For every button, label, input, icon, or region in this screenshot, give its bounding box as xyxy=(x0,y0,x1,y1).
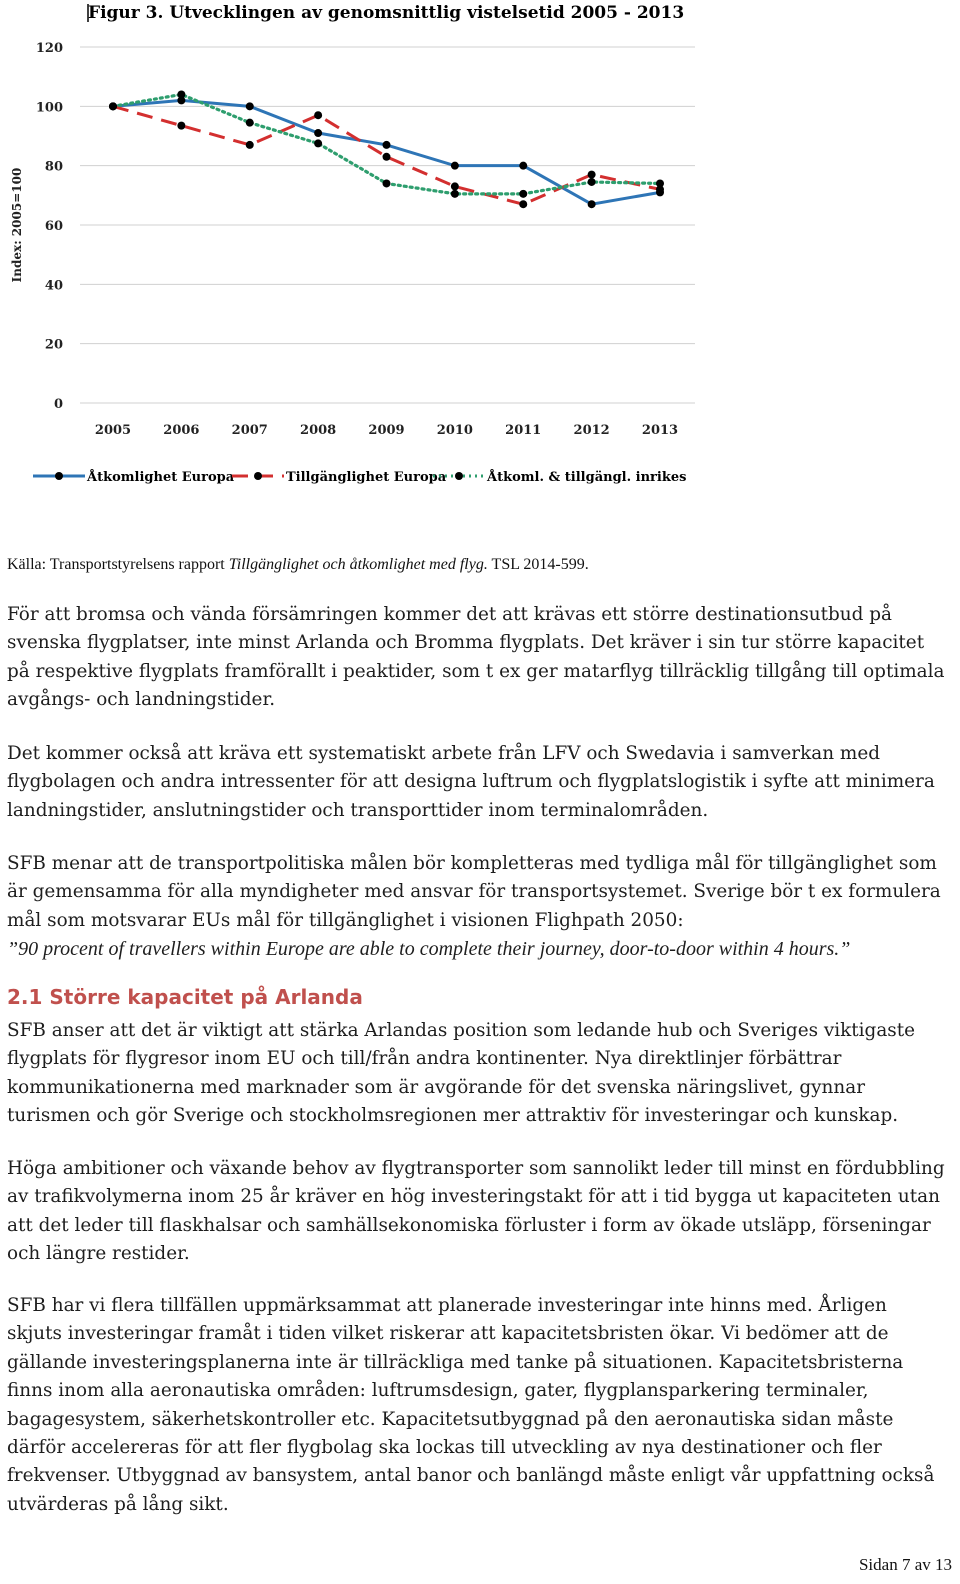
x-tick-labels xyxy=(95,423,678,438)
data-point xyxy=(656,179,664,187)
data-point xyxy=(519,162,527,170)
paragraph-2: Det kommer också att kräva ett systematiskt arbete från LFV och Swedavia i samverkan med flygbolagen och andra intressenter för att designa luftrum och flygplatslogistik i syfte att minimera landningstider, anslutningstider och transporttider inom terminalområden. xyxy=(7,743,935,821)
data-point xyxy=(588,178,596,186)
x-tick-label: 2008 xyxy=(300,423,337,438)
legend-label: Tillgänglighet Europa xyxy=(286,470,447,485)
x-tick-label: 2010 xyxy=(436,423,473,438)
legend-marker xyxy=(55,472,63,480)
data-point xyxy=(588,171,596,179)
data-point xyxy=(451,182,459,190)
data-point xyxy=(314,129,322,137)
y-tick-labels xyxy=(36,41,63,412)
source-suffix: TSL 2014-599. xyxy=(487,556,589,573)
chart-legend xyxy=(33,469,686,485)
data-point xyxy=(246,119,254,127)
chart-title: Figur 3. Utvecklingen av genomsnittlig vistelsetid 2005 - 2013 xyxy=(88,3,685,23)
data-point xyxy=(383,141,391,149)
page-number: Sidan 7 av 13 xyxy=(858,1555,952,1574)
data-point xyxy=(519,200,527,208)
paragraph-5: Höga ambitioner och växande behov av flygtransporter som sannolikt leder till minst en fördubbling av trafikvolymerna inom 25 år kräver en hög investeringstakt för att i tid bygga ut kapaciteten utan att det leder till flaskhalsar och samhällsekonomiska förluster i form av ökade utsläpp, förseningar och längre restider. xyxy=(7,1158,945,1265)
legend-marker xyxy=(455,472,463,480)
x-tick-label: 2005 xyxy=(94,423,132,438)
x-tick-label: 2006 xyxy=(163,423,200,438)
y-tick-label: 0 xyxy=(53,397,63,412)
paragraph-6: SFB har vi flera tillfällen uppmärksammat att planerade investeringar inte hinns med. Årligen skjuts investeringar framåt i tiden vilket riskerar att kapacitetsbristen ökar. Vi bedömer att de gällande investeringsplanerna inte är tillräckliga med tanke på situationen. Kapacitetsbristerna finns inom alla aeronautiska områden: luftrumsdesign, gater, flygplansparkering terminaler, bagagesystem, säkerhetskontroller etc. Kapacitetsutbyggnad på den aeronautiska sidan måste därför accelereras för att fler flygbolag ska lockas till utveckling av nya destinationer och fler frekvenser. Utbyggnad av bansystem, antal banor och banlängd måste enligt vår uppfattning också utvärderas på lång sikt. xyxy=(7,1295,935,1515)
x-tick-label: 2013 xyxy=(641,423,679,438)
y-axis-label: Index: 2005=100 xyxy=(10,167,24,283)
paragraph-4: SFB anser att det är viktigt att stärka Arlandas position som ledande hub och Sveriges viktigaste flygplats för flygresor inom EU och till/från andra kontinenter. Nya direktlinjer förbättrar kommunikationerna med marknader som är avgörande för det svenska näringslivet, gynnar turismen och gör Sverige och stockholmsregionen mer attraktiv för investeringar och kunskap. xyxy=(7,1020,916,1127)
source-title: Tillgänglighet och åtkomlighet med flyg. xyxy=(228,556,488,573)
paragraph-3-text: SFB menar att de transportpolitiska målen bör kompletteras med tydliga mål för tillgänglighet som är gemensamma för alla myndigheter med ansvar för transportsystemet. Sverige bör t ex formulera mål som motsvarar EUs mål för tillgänglighet i visionen Flighpath 2050: xyxy=(7,853,941,931)
data-point xyxy=(177,122,185,130)
data-point xyxy=(383,179,391,187)
legend-label: Åtkomlighet Europa xyxy=(87,470,235,485)
x-tick-label: 2007 xyxy=(231,423,268,438)
y-tick-label: 120 xyxy=(35,41,63,56)
section-heading: 2.1 Större kapacitet på Arlanda xyxy=(7,985,363,1009)
data-point xyxy=(314,139,322,147)
data-point xyxy=(588,200,596,208)
data-point xyxy=(177,90,185,98)
y-tick-label: 60 xyxy=(44,219,63,234)
flightpath-quote: ”90 procent of travellers within Europe are able to complete their journey, door-to-door within 4 hours.” xyxy=(7,938,851,961)
x-tick-label: 2011 xyxy=(505,423,542,438)
line-chart xyxy=(0,0,720,500)
data-point xyxy=(519,190,527,198)
legend-marker xyxy=(254,472,262,480)
data-point xyxy=(383,153,391,161)
paragraph-1: För att bromsa och vända försämringen kommer det att krävas ett större destinationsutbud på svenska flygplatser, inte minst Arlanda och Bromma flygplats. Det kräver i sin tur större kapacitet på respektive flygplats framförallt i peaktider, som t ex ger matarflyg tillräcklig tillgång till optimala avgångs- och landningstider. xyxy=(7,604,945,711)
y-tick-label: 40 xyxy=(44,278,63,294)
x-tick-label: 2012 xyxy=(573,423,610,438)
paragraph-3 xyxy=(7,850,947,965)
x-tick-label: 2009 xyxy=(368,423,405,438)
data-point xyxy=(109,102,117,110)
y-tick-label: 80 xyxy=(44,159,63,175)
data-point xyxy=(314,111,322,119)
source-note xyxy=(7,556,947,574)
legend-label: Åtkoml. & tillgängl. inrikes xyxy=(487,470,687,485)
y-tick-label: 100 xyxy=(35,100,63,116)
data-point xyxy=(246,102,254,110)
series-line xyxy=(113,100,660,204)
chart-series xyxy=(109,90,664,208)
data-point xyxy=(451,190,459,198)
data-point xyxy=(246,141,254,149)
y-tick-label: 20 xyxy=(44,337,63,353)
data-point xyxy=(451,162,459,170)
source-prefix: Källa: Transportstyrelsens rapport xyxy=(7,556,229,573)
